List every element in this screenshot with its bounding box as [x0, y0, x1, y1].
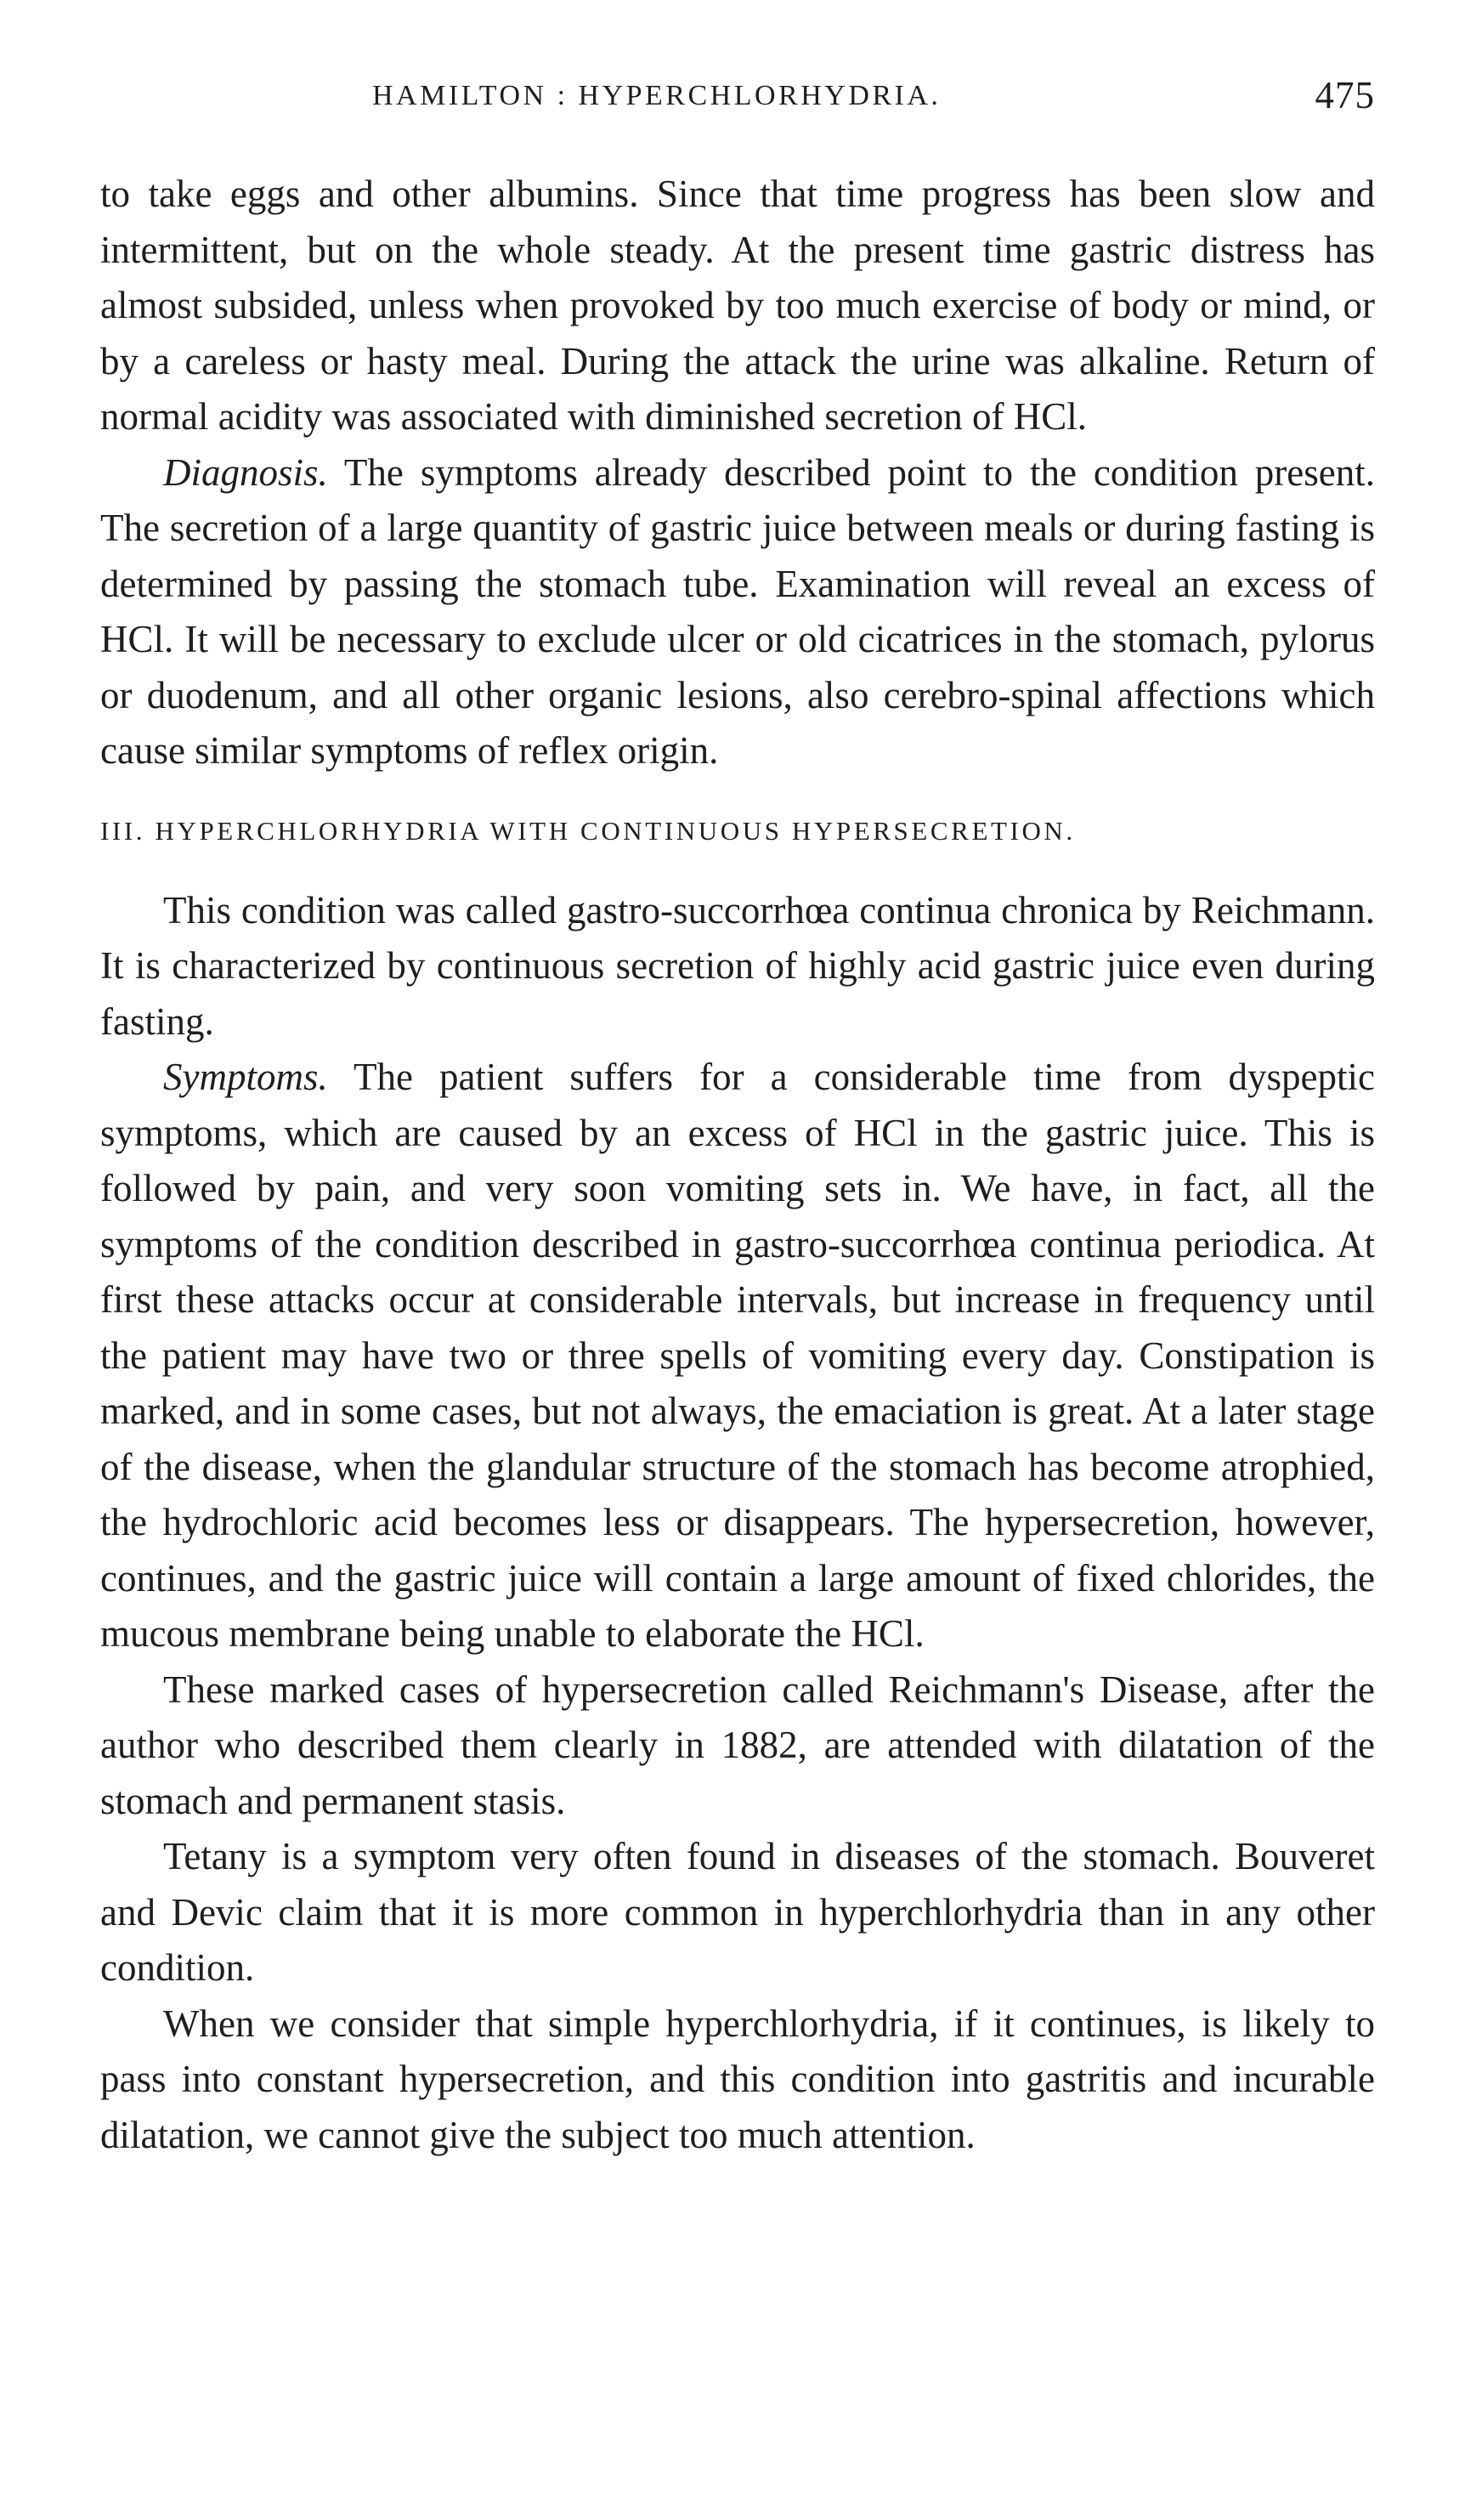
- paragraph-text: These marked cases of hypersecretion called Reichmann's Disease, after the author who described them clearly in 1882, are attended with dilatation of the stomach and permanent stasis.: [100, 1668, 1375, 1822]
- paragraph-text: to take eggs and other albumins. Since that time progress has been slow and intermittent, but on the whole steady. At the present time gastric distress has almost subsided, unless when provoked by too much exercise of body or mind, or by a careless or hasty meal. During the attack the urine was alkaline. Return of normal acidity was associated with diminished secretion of HCl.: [100, 173, 1375, 438]
- paragraph-diagnosis: [100, 445, 1375, 779]
- running-head: HAMILTON : HYPERCHLORHYDRIA.: [372, 80, 942, 111]
- paragraph-text: When we consider that simple hyperchlorhydria, if it continues, is likely to pass into constant hypersecretion, and this condition into gastritis and incurable dilatation, we cannot give the subject too much attention.: [100, 2002, 1375, 2156]
- section-heading: III. HYPERCHLORHYDRIA WITH CONTINUOUS HYPERSECRETION.: [100, 815, 1076, 846]
- paragraph-condition: [100, 883, 1375, 1050]
- paragraph-tetany: [100, 1829, 1375, 1996]
- paragraph-lead-diagnosis: Diagnosis.: [163, 450, 328, 494]
- paragraph-continued: [100, 167, 1375, 445]
- paragraph-conclusion: [100, 1996, 1375, 2164]
- paragraph-text: This condition was called gastro-succorrhœa continua chronica by Reichmann. It is characterized by continuous secretion of highly acid gastric juice even during fasting.: [100, 888, 1375, 1043]
- article-body: [100, 167, 1375, 2163]
- paragraph-text: The patient suffers for a considerable time from dyspeptic symptoms, which are caused by an excess of HCl in the gastric juice. This is followed by pain, and very soon vomiting sets in. We have, in fact, all the symptoms of the condition described in gastro-succorrhœa continua periodica. At first these attacks occur at considerable intervals, but increase in frequency until the patient may have two or three spells of vomiting every day. Constipation is marked, and in some cases, but not always, the emaciation is great. At a later stage of the disease, when the glandular structure of the stomach has become atrophied, the hydrochloric acid becomes less or disappears. The hypersecretion, however, continues, and the gastric juice will contain a large amount of fixed chlorides, the mucous membrane being unable to elaborate the HCl.: [100, 1056, 1375, 1655]
- page-number: 475: [1315, 74, 1375, 116]
- page-header: [100, 68, 1375, 127]
- paragraph-text: The symptoms already described point to the condition present. The secretion of a large quantity of gastric juice between meals or during fasting is determined by passing the stomach tube. Examination will reveal an excess of HCl. It will be necessary to exclude ulcer or old cicatrices in the stomach, pylorus or duodenum, and all other organic lesions, also cerebro-spinal affections which cause similar symptoms of reflex origin.: [100, 450, 1375, 772]
- paragraph-text: Tetany is a symptom very often found in diseases of the stomach. Bouveret and Devic claim that it is more common in hyperchlorhydria than in any other condition.: [100, 1835, 1375, 1989]
- paragraph-reichmanns-disease: [100, 1662, 1375, 1830]
- paragraph-symptoms: [100, 1050, 1375, 1662]
- paragraph-lead-symptoms: Symptoms.: [163, 1056, 328, 1098]
